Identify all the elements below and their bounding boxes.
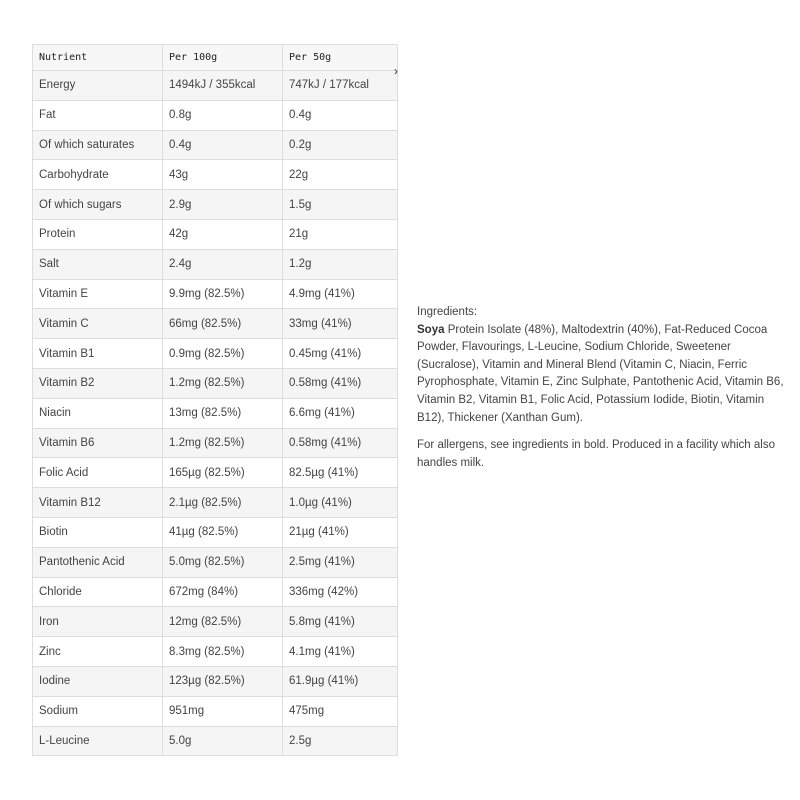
per-50g-cell: 33mg (41%): [283, 309, 398, 339]
nutrient-name-cell: Salt: [33, 249, 163, 279]
per-100g-cell: 42g: [163, 219, 283, 249]
per-50g-cell: 4.9mg (41%): [283, 279, 398, 309]
table-row: [33, 309, 398, 339]
table-row: [33, 726, 398, 756]
per-50g-cell: 4.1mg (41%): [283, 637, 398, 667]
nutrient-name-cell: Of which sugars: [33, 190, 163, 220]
table-row: [33, 339, 398, 369]
nutrient-name-cell: Vitamin E: [33, 279, 163, 309]
table-row: [33, 517, 398, 547]
nutrient-name-cell: Zinc: [33, 637, 163, 667]
per-100g-cell: 1494kJ / 355kcal: [163, 71, 283, 101]
per-100g-cell: 165µg (82.5%): [163, 458, 283, 488]
nutrient-name-cell: Vitamin B2: [33, 368, 163, 398]
per-50g-cell: 21g: [283, 219, 398, 249]
per-50g-cell: 61.9µg (41%): [283, 666, 398, 696]
table-row: [33, 458, 398, 488]
nutrient-name-cell: Carbohydrate: [33, 160, 163, 190]
per-50g-cell: 475mg: [283, 696, 398, 726]
table-row: [33, 607, 398, 637]
per-50g-cell: 2.5g: [283, 726, 398, 756]
per-50g-cell: 22g: [283, 160, 398, 190]
nutrient-name-cell: Fat: [33, 100, 163, 130]
per-50g-cell: 0.2g: [283, 130, 398, 160]
nutrient-name-cell: Iron: [33, 607, 163, 637]
ingredients-text: Protein Isolate (48%), Maltodextrin (40%), Fat-Reduced Cocoa Powder, Flavourings, L-Leucine, Sodium Chloride, Sweetener (Sucralose), Vitamin and Mineral Blend (Vitamin C, Niacin, Ferric Pyrophosphate, Vitamin E, Zinc Sulphate, Pantothenic Acid, Vitamin B6, Vitamin B2, Vitamin B1, Folic Acid, Potassium Iodide, Biotin, Vitamin B12), Thickener (Xanthan Gum).: [417, 323, 784, 424]
per-100g-cell: 951mg: [163, 696, 283, 726]
per-50g-cell: 1.0µg (41%): [283, 488, 398, 518]
per-100g-cell: 13mg (82.5%): [163, 398, 283, 428]
header-per-50g: Per 50g: [283, 45, 398, 71]
per-50g-cell: 82.5µg (41%): [283, 458, 398, 488]
table-row: [33, 428, 398, 458]
per-100g-cell: 123µg (82.5%): [163, 666, 283, 696]
per-50g-cell: 6.6mg (41%): [283, 398, 398, 428]
table-row: [33, 279, 398, 309]
per-50g-cell: 0.4g: [283, 100, 398, 130]
nutrition-table-body: [33, 71, 398, 756]
table-row: [33, 100, 398, 130]
table-row: [33, 249, 398, 279]
table-row: [33, 696, 398, 726]
table-row: [33, 190, 398, 220]
per-50g-cell: 1.2g: [283, 249, 398, 279]
per-50g-cell: 0.58mg (41%): [283, 368, 398, 398]
nutrition-table-header: [33, 45, 398, 71]
nutrition-table: [32, 44, 398, 756]
per-100g-cell: 0.4g: [163, 130, 283, 160]
per-100g-cell: 66mg (82.5%): [163, 309, 283, 339]
table-row: [33, 219, 398, 249]
per-100g-cell: 2.1µg (82.5%): [163, 488, 283, 518]
ingredients-list: [417, 322, 787, 428]
table-row: [33, 577, 398, 607]
per-50g-cell: 0.58mg (41%): [283, 428, 398, 458]
nutrient-name-cell: Pantothenic Acid: [33, 547, 163, 577]
allergy-note: For allergens, see ingredients in bold. Produced in a facility which also handles milk.: [417, 439, 775, 469]
table-row: [33, 547, 398, 577]
nutrient-name-cell: Vitamin B6: [33, 428, 163, 458]
ingredients-heading: Ingredients:: [417, 306, 478, 318]
nutrient-name-cell: Of which saturates: [33, 130, 163, 160]
header-per-100g: Per 100g: [163, 45, 283, 71]
nutrient-name-cell: Vitamin B1: [33, 339, 163, 369]
nutrient-name-cell: Protein: [33, 219, 163, 249]
per-100g-cell: 0.9mg (82.5%): [163, 339, 283, 369]
per-100g-cell: 5.0g: [163, 726, 283, 756]
nutrient-name-cell: Vitamin C: [33, 309, 163, 339]
per-50g-cell: 747kJ / 177kcal: [283, 71, 398, 101]
table-row: [33, 368, 398, 398]
per-100g-cell: 2.9g: [163, 190, 283, 220]
scroll-right-icon[interactable]: ›: [394, 64, 398, 78]
nutrient-name-cell: Niacin: [33, 398, 163, 428]
nutrient-name-cell: Sodium: [33, 696, 163, 726]
table-row: [33, 71, 398, 101]
per-50g-cell: 336mg (42%): [283, 577, 398, 607]
per-50g-cell: 1.5g: [283, 190, 398, 220]
per-100g-cell: 1.2mg (82.5%): [163, 368, 283, 398]
nutrient-name-cell: Vitamin B12: [33, 488, 163, 518]
per-50g-cell: 5.8mg (41%): [283, 607, 398, 637]
table-row: [33, 398, 398, 428]
per-100g-cell: 2.4g: [163, 249, 283, 279]
per-100g-cell: 43g: [163, 160, 283, 190]
per-100g-cell: 41µg (82.5%): [163, 517, 283, 547]
table-row: [33, 488, 398, 518]
per-100g-cell: 0.8g: [163, 100, 283, 130]
allergen-bold: Soya: [417, 323, 445, 336]
per-50g-cell: 2.5mg (41%): [283, 547, 398, 577]
header-nutrient: Nutrient: [33, 45, 163, 71]
table-row: [33, 160, 398, 190]
table-row: [33, 130, 398, 160]
per-50g-cell: 21µg (41%): [283, 517, 398, 547]
nutrient-name-cell: Iodine: [33, 666, 163, 696]
nutrient-name-cell: L-Leucine: [33, 726, 163, 756]
per-100g-cell: 672mg (84%): [163, 577, 283, 607]
table-row: [33, 666, 398, 696]
per-100g-cell: 12mg (82.5%): [163, 607, 283, 637]
nutrient-name-cell: Energy: [33, 71, 163, 101]
per-100g-cell: 9.9mg (82.5%): [163, 279, 283, 309]
nutrient-name-cell: Folic Acid: [33, 458, 163, 488]
header-row: [33, 45, 398, 71]
table-row: [33, 637, 398, 667]
nutrient-name-cell: Biotin: [33, 517, 163, 547]
per-50g-cell: 0.45mg (41%): [283, 339, 398, 369]
per-100g-cell: 8.3mg (82.5%): [163, 637, 283, 667]
per-100g-cell: 5.0mg (82.5%): [163, 547, 283, 577]
nutrient-name-cell: Chloride: [33, 577, 163, 607]
ingredients-section: [417, 304, 787, 472]
per-100g-cell: 1.2mg (82.5%): [163, 428, 283, 458]
